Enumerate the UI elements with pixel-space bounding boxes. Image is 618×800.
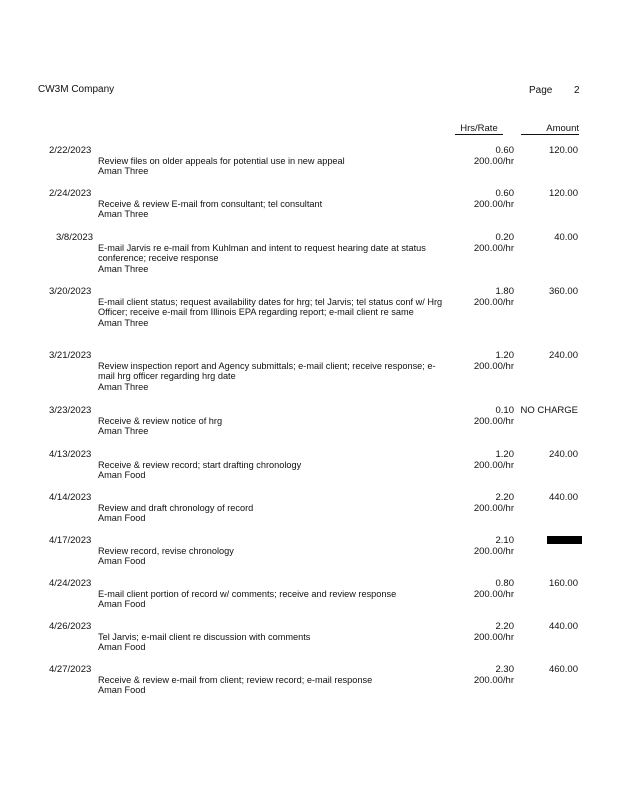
entry-amount: 40.00 [554,232,578,243]
entry-person: Aman Three [98,166,149,177]
page-number: 2 [574,85,580,96]
time-entry [0,232,618,282]
entry-person: Aman Food [98,599,146,610]
entry-hours: 0.60 [495,188,514,199]
entry-date: 2/22/2023 [49,145,92,156]
entry-description [98,199,448,220]
entry-date: 4/14/2023 [49,492,92,503]
entry-hours: 0.80 [495,578,514,589]
entry-amount: 120.00 [548,188,578,199]
entry-rate: 200.00/hr [473,503,514,514]
entry-hours: 2.10 [495,535,514,546]
entry-description [98,460,448,481]
entry-amount: NO CHARGE [520,405,578,416]
entry-description [98,503,448,524]
entry-rate: 200.00/hr [473,156,514,167]
entry-amount: 440.00 [548,621,578,632]
company-name: CW3M Company [38,84,115,95]
entry-amount: 160.00 [548,578,578,589]
entry-date: 3/23/2023 [49,405,92,416]
entry-person: Aman Three [98,381,149,392]
entry-description [98,589,448,610]
redacted-amount [547,536,582,544]
entry-rate: 200.00/hr [473,546,514,557]
entry-person: Aman Food [98,470,146,481]
amount-column-header: Amount [521,123,579,135]
entry-description-text: Receive & review notice of hrg [98,416,223,426]
entry-rate: 200.00/hr [473,416,514,427]
entry-description-text: Receive & review record; start drafting chronology [98,460,302,470]
entry-date: 4/17/2023 [49,535,92,546]
entry-rate: 200.00/hr [473,361,514,372]
entry-rate: 200.00/hr [473,199,514,210]
entry-description [98,416,448,437]
entry-person: Aman Three [98,209,149,220]
time-entry [0,350,618,400]
entry-hours: 1.20 [495,350,514,361]
page-label: Page [529,85,553,96]
entry-description [98,361,448,392]
entry-description [98,243,448,274]
entry-hours: 0.60 [495,145,514,156]
entry-hours: 0.10 [495,405,514,416]
entry-description-text: Receive & review e-mail from client; review record; e-mail response [98,675,373,685]
entry-person: Aman Food [98,642,146,653]
entry-rate: 200.00/hr [473,675,514,686]
entry-description [98,675,448,696]
entry-rate: 200.00/hr [473,632,514,643]
entry-rate: 200.00/hr [473,460,514,471]
entry-date: 3/8/2023 [56,232,93,243]
entry-date: 3/21/2023 [49,350,92,361]
entry-person: Aman Food [98,685,146,696]
entry-description [98,297,448,328]
time-entry [0,188,618,238]
entry-date: 4/27/2023 [49,664,92,675]
entry-hours: 2.30 [495,664,514,675]
entry-amount: 360.00 [548,286,578,297]
entry-person: Aman Food [98,556,146,567]
entry-hours: 2.20 [495,492,514,503]
entry-rate: 200.00/hr [473,589,514,600]
entry-date: 4/26/2023 [49,621,92,632]
entry-description-text: Review record, revise chronology [98,546,234,556]
entry-hours: 1.80 [495,286,514,297]
entry-description-text: Review inspection report and Agency submittals; e-mail client; receive response; e-mail hrg officer regarding hrg date [98,361,436,382]
entry-hours: 2.20 [495,621,514,632]
entry-description [98,156,448,177]
entry-date: 4/24/2023 [49,578,92,589]
entry-hours: 0.20 [495,232,514,243]
entry-hours: 1.20 [495,449,514,460]
entry-amount: 240.00 [548,350,578,361]
entry-description-text: Review files on older appeals for potential use in new appeal [98,156,345,166]
entry-description-text: E-mail client portion of record w/ comments; receive and review response [98,589,397,599]
time-entry [0,405,618,455]
entry-rate: 200.00/hr [473,243,514,254]
entry-amount: 120.00 [548,145,578,156]
entry-amount: 460.00 [548,664,578,675]
entry-description-text: Receive & review E-mail from consultant; tel consultant [98,199,323,209]
entry-description [98,546,448,567]
entry-description [98,632,448,653]
entry-date: 4/13/2023 [49,449,92,460]
time-entry [0,664,618,714]
entry-description-text: Tel Jarvis; e-mail client re discussion with comments [98,632,311,642]
entry-person: Aman Three [98,317,149,328]
entry-amount: 240.00 [548,449,578,460]
entry-description-text: E-mail client status; request availability dates for hrg; tel Jarvis; tel status conf w/ Hrg Officer; receive e-mail from Illinois EPA regarding report; e-mail client re same [98,297,443,318]
entry-amount: 440.00 [548,492,578,503]
entry-rate: 200.00/hr [473,297,514,308]
entry-description-text: Review and draft chronology of record [98,503,254,513]
entry-person: Aman Three [98,263,149,274]
entry-date: 3/20/2023 [49,286,92,297]
entry-description-text: E-mail Jarvis re e-mail from Kuhlman and intent to request hearing date at status conference; receive response [98,243,426,264]
entry-person: Aman Three [98,426,149,437]
hrs-rate-column-header: Hrs/Rate [455,123,503,135]
time-entry [0,286,618,336]
entry-date: 2/24/2023 [49,188,92,199]
entry-person: Aman Food [98,513,146,524]
